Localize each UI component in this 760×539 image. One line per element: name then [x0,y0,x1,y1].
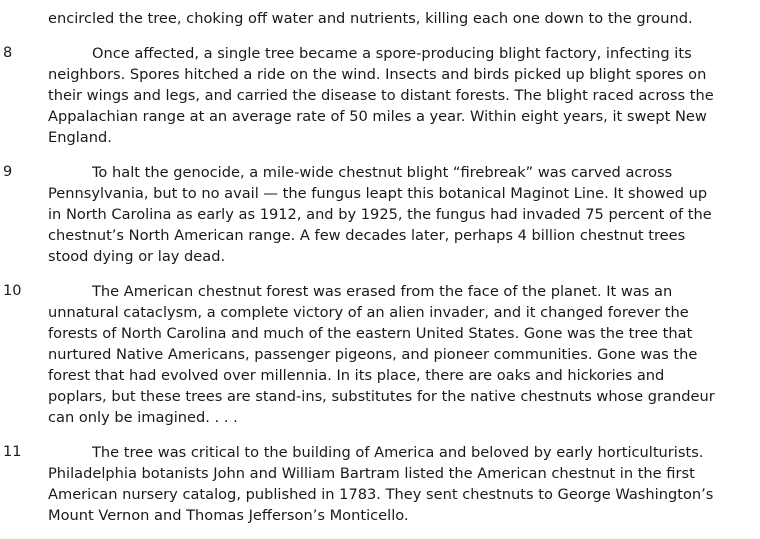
paragraph-text [48,281,760,428]
top-spacer [0,0,760,8]
paragraph-text-content: Once affected, a single tree became a spore-producing blight factory, infecting its neighbors. Spores hitched a ride on the wind. Insects and birds picked up blight spores on their wings and legs, and carried the disease to distant forests. The blight raced across the Appalachian range at an average rate of 50 miles a year. Within eight years, it swept New England. [48,45,719,146]
paragraph-text-content: To halt the genocide, a mile-wide chestnut blight “firebreak” was carved across Pennsylvania, but to no avail — the fungus leapt this botanical Maginot Line. It showed up in North Carolina as early as 1912, and by 1925, the fungus had invaded 75 percent of the chestnut’s North American range. A few decades later, perhaps 4 billion chestnut trees stood dying or lay dead. [48,164,717,265]
paragraph-gap [0,148,760,162]
paragraph-text: encircled the tree, choking off water and nutrients, killing each one down to the ground. [48,10,693,27]
paragraph-number: 9 [3,164,13,180]
paragraph-gap [0,267,760,281]
paragraph-block [0,8,760,29]
paragraph-text-content: The tree was critical to the building of America and beloved by early horticulturists. Philadelphia botanists John and William Bartram listed the American chestnut in the first American nursery catalog, published in 1783. They sent chestnuts to George Washington’s Mount Vernon and Thomas Jefferson’s Monticello. [48,444,719,524]
paragraph-text [48,162,760,267]
paragraph-block [0,281,760,428]
paragraph-number: 10 [3,283,22,299]
paragraph-text-content: The American chestnut forest was erased from the face of the planet. It was an unnatural cataclysm, a complete victory of an alien invader, and it changed forever the forests of North Carolina and much of the eastern United States. Gone was the tree that nurtured Native Americans, passenger pigeons, and pioneer communities. Gone was the forest that had evolved over millennia. In its place, there are oaks and hickories and poplars, but these trees are stand-ins, substitutes for the native chestnuts whose grandeur can only be imagined. . . . [48,283,720,426]
paragraph-text [48,442,760,526]
paragraph-block [0,43,760,148]
paragraph-block [0,162,760,267]
paragraph-gap [0,428,760,442]
paragraph-gap [0,29,760,43]
paragraph-block [0,442,760,526]
paragraph-number: 8 [3,45,13,61]
paragraph-text [48,43,760,148]
paragraph-number: 11 [3,444,22,460]
